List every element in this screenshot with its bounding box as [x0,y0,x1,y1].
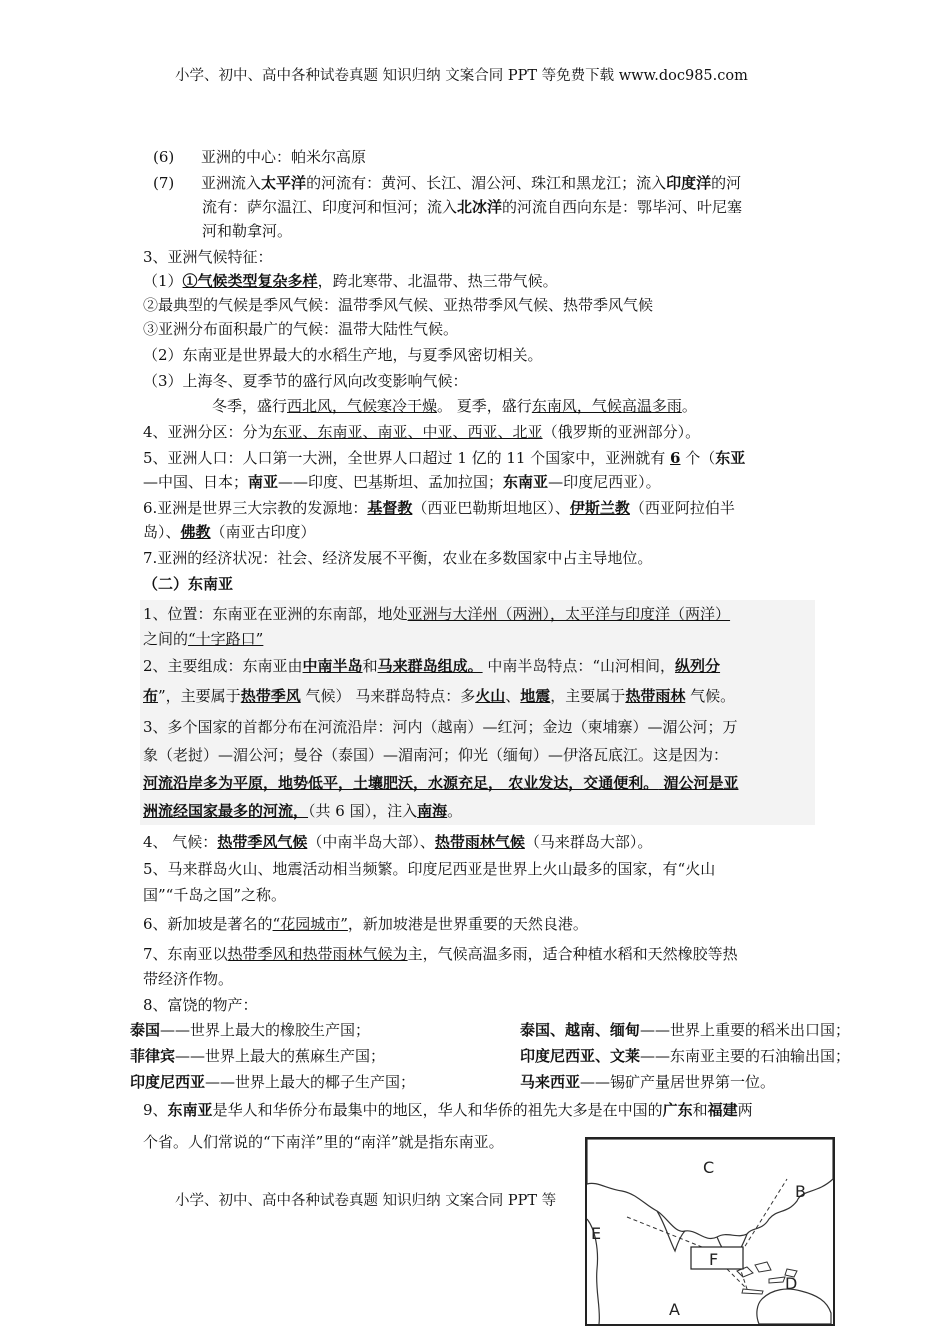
south-asia: 南亚 [248,473,279,491]
climate-monsoon: 热带季风气候 [217,833,308,851]
regions-list: 东亚、东南亚、南亚、中亚、西亚、北亚 [272,423,543,441]
text: （西亚阿拉伯半 [629,499,735,517]
economy: 7.亚洲的经济状况：社会、经济发展不平衡，农业在多数国家中占主导地位。 [143,549,653,567]
climate-complex: ①气候类型复杂多样 [182,272,318,290]
text: ，主要属于 [550,687,626,705]
page-footer: 小学、初中、高中各种试卷真题 知识归纳 文案合同 PPT 等 [175,1193,557,1209]
sea-3a: 3、多个国家的首都分布在河流沿岸：河内（越南）—红河；金边（柬埔寨）—湄公河；万 [143,718,738,736]
map-label: D [785,1274,798,1293]
text: 中南半岛特点：“山河相间， [482,657,676,675]
sea-3b: 象（老挝）—湄公河；曼谷（泰国）—湄南河；仰光（缅甸）—伊洛瓦底江。这是因为： [143,746,729,764]
text: 。 夏季，盛行 [437,397,532,415]
item-7-line3: 河和勒拿河。 [202,222,293,240]
product-row [130,1047,385,1065]
text: （共 6 国），注入 [308,802,418,820]
regions [143,423,700,441]
guangdong: 广东 [662,1101,693,1119]
sea-2a [143,657,720,675]
mekong: 湄公河是亚 [658,774,739,792]
country: 菲律宾 [130,1047,176,1065]
map-label: F [709,1250,719,1269]
sea-7a [143,945,738,963]
text: 气候） 马来群岛特点：多 [300,687,476,705]
text: 和 [362,657,378,675]
item-7-line2 [202,198,742,216]
australia [757,1289,831,1324]
crossroads: “十字路口” [188,630,264,648]
text: （中南半岛大部）、 [307,833,435,851]
buddhism: 佛教 [180,523,211,541]
text: 是华人和华侨分布最集中的地区，华人和华侨的祖先大多是在中国的 [212,1101,663,1119]
earthquake: 地震 [520,687,551,705]
text: ——世界上最大的蕉麻生产国； [175,1047,386,1065]
product-row [130,1073,415,1091]
climate-3: ③亚洲分布面积最广的气候：温带大陆性气候。 [143,320,459,338]
text: 气候。 [685,687,736,705]
southeast-asia: 东南亚 [503,473,549,491]
sea-4 [143,833,652,851]
product-row [130,1021,370,1039]
sea-5a: 5、马来群岛火山、地震活动相当频繁。印度尼西亚是世界上火山最多的国家，有“火山 [143,860,716,878]
climate-5: （3）上海冬、夏季节的盛行风向改变影响气候： [143,372,468,390]
sea-2b [143,687,735,705]
arctic: 北冰洋 [457,198,503,216]
climate-6 [212,397,697,415]
text: —中国、日本； [143,473,249,491]
religion-1 [143,499,735,517]
south-china-sea: 南海 [417,802,448,820]
text: 1、位置：东南亚在亚洲的东南部，地处 [143,605,408,623]
text: 两 [737,1101,753,1119]
text: ，新加坡港是世界重要的天然良港。 [347,915,588,933]
text: ——世界上最大的椰子生产国； [205,1073,416,1091]
sea-bold: 东南亚 [167,1101,213,1119]
map-figure [585,1137,835,1326]
item-7-num: (7) [153,174,175,192]
text: ——印度、巴基斯坦、孟加拉国； [278,473,504,491]
country: 泰国 [130,1021,161,1039]
garden-city: “花园城市” [272,915,348,933]
longitudinal-2: 布 [143,687,159,705]
river-reason: 河流沿岸多为平原，地势低平，土壤肥沃，水源充足， 农业发达，交通便利。 [143,774,659,792]
climate-4: （2）东南亚是世界最大的水稻生产地，与夏季风密切相关。 [143,346,543,364]
text: 之间的 [143,630,189,648]
christianity: 基督教 [367,499,413,517]
item-6-num: (6) [153,148,175,166]
item-6 [153,148,366,166]
text: 6、新加坡是著名的 [143,915,273,933]
sea-7b: 带经济作物。 [143,970,234,988]
page-header: 小学、初中、高中各种试卷真题 知识归纳 文案合同 PPT 等免费下载 www.doc985.com [175,68,748,84]
text: ”，主要属于 [158,687,241,705]
text: ——世界上重要的稻米出口国； [640,1021,851,1039]
product-row [520,1021,850,1039]
text: 流有：萨尔温江、印度河和恒河；流入 [202,198,458,216]
text: （南亚古印度） [210,523,316,541]
product-row [520,1073,775,1091]
text: 5、亚洲人口：人口第一大洲，全世界人口超过 1 亿的 11 个国家中，亚洲就有 [143,449,671,467]
product-row [520,1047,850,1065]
sea-3c [143,774,738,792]
text: 6.亚洲是世界三大宗教的发源地： [143,499,368,517]
sea-8: 8、富饶的物产： [143,996,258,1014]
islam: 伊斯兰教 [569,499,630,517]
location: 亚洲与大洋州（两洲），太平洋与印度洋（两洋） [407,605,731,623]
text: 的河流有：黄河、长江、湄公河、珠江和黑龙江；流入 [306,174,667,192]
map-label: E [591,1224,602,1243]
text: 的河流自西向东是：鄂毕河、叶尼塞 [502,198,743,216]
climate-1 [143,272,558,290]
country: 印度尼西亚、文莱 [520,1047,641,1065]
indian-ocean: 印度洋 [666,174,712,192]
sea-9b: 个省。人们常说的“下南洋”里的“南洋”就是指东南亚。 [143,1133,504,1151]
country: 泰国、越南、缅甸 [520,1021,641,1039]
text: 亚洲流入 [201,174,262,192]
malay-archipelago: 马来群岛组成。 [377,657,483,675]
summer-wind: 东南风，气候高温多雨 [531,397,682,415]
text: 2、主要组成：东南亚由 [143,657,303,675]
tropical-monsoon: 热带季风 [240,687,301,705]
winter-wind: 西北风，气候寒冷干燥 [287,397,438,415]
sea-1b [143,630,263,648]
population-six: 6 [670,449,681,467]
population-1 [143,449,745,467]
text: （西亚巴勒斯坦地区）、 [412,499,570,517]
climate-main: 热带季风和热带雨林气候为 [227,945,408,963]
map-svg [587,1139,833,1324]
climate-title: 3、亚洲气候特征： [143,248,273,266]
east-asia: 东亚 [715,449,746,467]
text: ，跨北寒带、北温带、热三带气候。 [317,272,558,290]
text: 主，气候高温多雨，适合种植水稻和天然橡胶等热 [407,945,738,963]
section-title: （二）东南亚 [143,575,234,593]
country: 印度尼西亚 [130,1073,206,1091]
text: —印度尼西亚）。 [548,473,661,491]
population-2 [143,473,661,491]
climate-2: ②最典型的气候是季风气候：温带季风气候、亚热带季风气候、热带季风气候 [143,296,654,314]
pacific: 太平洋 [261,174,307,192]
text: 7、东南亚以 [143,945,228,963]
item-7-line1 [153,174,741,192]
text: 和 [692,1101,708,1119]
longitudinal: 纵列分 [675,657,721,675]
text: 。 [681,397,697,415]
map-label: B [795,1182,806,1201]
sea-1a [143,605,730,623]
text: 冬季，盛行 [212,397,288,415]
text: 4、 气候： [143,833,218,851]
country: 马来西亚 [520,1073,581,1091]
sea-9a [143,1101,753,1119]
sea-5b: 国”“千岛之国”之称。 [143,886,287,904]
indochina: 中南半岛 [302,657,363,675]
text: 岛）、 [143,523,181,541]
religion-2 [143,523,316,541]
text: 的河 [711,174,742,192]
text: ——锡矿产量居世界第一位。 [580,1073,776,1091]
sea-6 [143,915,588,933]
text: 、 [505,687,521,705]
text: 。 [447,802,463,820]
text: （马来群岛大部）。 [524,833,653,851]
map-label: C [703,1158,715,1177]
text: 9、 [143,1101,168,1119]
text: （1） [143,272,183,290]
text: （俄罗斯的亚洲部分）。 [542,423,701,441]
climate-rainforest: 热带雨林气候 [434,833,525,851]
text: 4、亚洲分区：分为 [143,423,273,441]
volcano: 火山 [475,687,506,705]
map-label: A [669,1300,680,1319]
sea-3d [143,802,462,820]
fujian: 福建 [707,1101,738,1119]
text: ——世界上最大的橡胶生产国； [160,1021,371,1039]
text: 个（ [680,449,716,467]
item-6-text: 亚洲的中心：帕米尔高原 [201,148,367,166]
text: ——东南亚主要的石油输出国； [640,1047,851,1065]
tropical-rainforest: 热带雨林 [625,687,686,705]
mekong-2: 洲流经国家最多的河流， [143,802,309,820]
